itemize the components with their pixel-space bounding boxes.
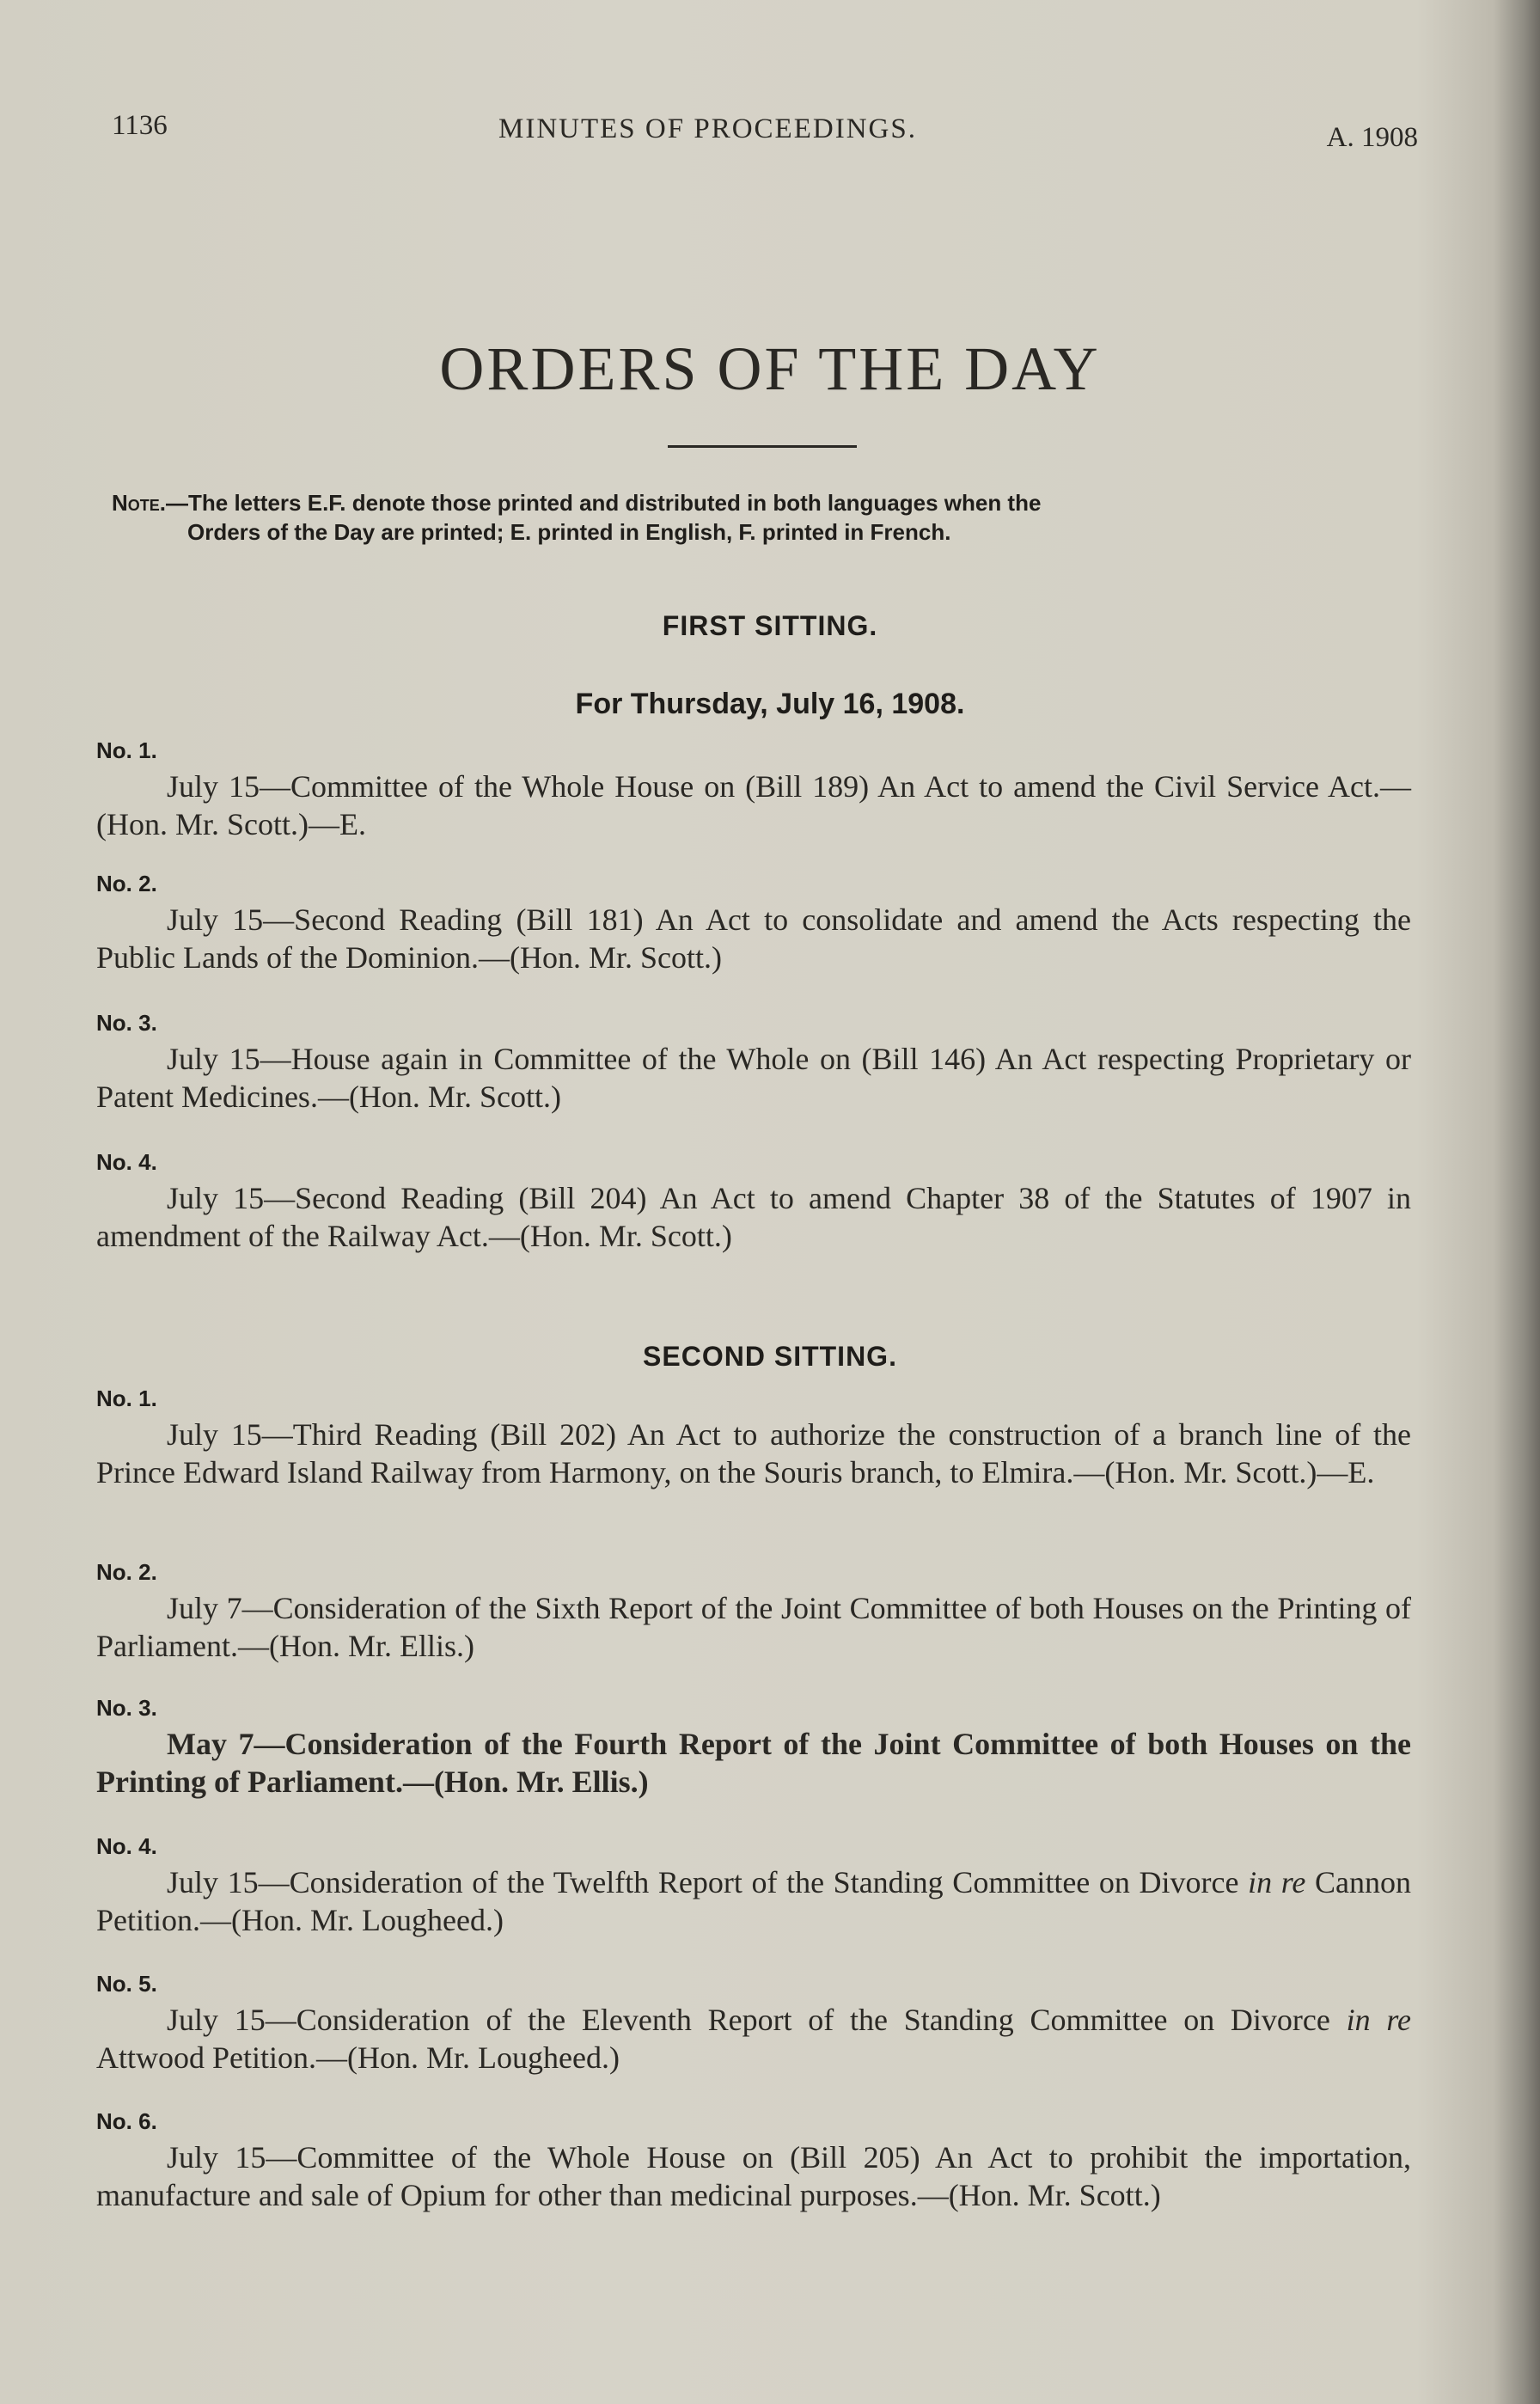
item-text: July 15—Second Reading (Bill 181) An Act to consolidate and amend the Acts respecting the Public Lands of the Dominion.—(Hon. Mr. Scott.)	[96, 902, 1411, 975]
item-text-end: Attwood Petition.—(Hon. Mr. Lougheed.)	[96, 2040, 620, 2075]
note-label: Note.	[112, 490, 167, 516]
item-number: No. 2.	[96, 871, 157, 896]
item-number: No. 5.	[96, 1971, 157, 1997]
item-number: No. 6.	[96, 2108, 157, 2134]
second-sitting-heading: SECOND SITTING.	[643, 1341, 897, 1372]
first-sitting-item-2	[96, 871, 1411, 976]
item-text-italic: in re	[1346, 2003, 1411, 2037]
note-line-2: Orders of the Day are printed; E. printed in English, F. printed in French.	[187, 519, 951, 545]
item-number: No. 4.	[96, 1833, 157, 1859]
running-head	[112, 110, 1418, 153]
note-line-1: —The letters E.F. denote those printed and distributed in both languages when the	[166, 490, 1042, 516]
title-rule	[668, 445, 857, 448]
first-sitting-item-4	[96, 1149, 1411, 1255]
page-number: 1136	[112, 110, 168, 141]
item-text-start: July 15—Consideration of the Eleventh Report of the Standing Committee on Divorce	[167, 2003, 1347, 2037]
item-text: July 7—Consideration of the Sixth Report of the Joint Committee of both Houses on the Printing of Parliament.—(Hon. Mr. Ellis.)	[96, 1591, 1411, 1663]
first-sitting-heading: FIRST SITTING.	[662, 610, 878, 641]
item-text-italic: in re	[1248, 1865, 1306, 1899]
second-sitting-item-3	[96, 1695, 1411, 1801]
first-sitting-item-3	[96, 1010, 1411, 1116]
first-sitting-item-1	[96, 737, 1411, 843]
note-paragraph	[112, 488, 1418, 547]
item-text-end: Cannon Petition.—(Hon. Mr. Lougheed.)	[96, 1865, 1412, 1937]
item-number: No. 4.	[96, 1149, 157, 1175]
page-title: ORDERS OF THE DAY	[439, 334, 1101, 403]
item-text: July 15—Committee of the Whole House on (Bill 205) An Act to prohibit the importation, manufacture and sale of Opium for other than medicinal purposes.—(Hon. Mr. Scott.)	[96, 2140, 1411, 2212]
item-text	[96, 2001, 1411, 2077]
second-sitting-item-6	[96, 2108, 1411, 2214]
item-number: No. 2.	[96, 1559, 157, 1585]
item-number: No. 3.	[96, 1010, 157, 1036]
item-text: May 7—Consideration of the Fourth Report of the Joint Committee of both Houses on the Printing of Parliament.—(Hon. Mr. Ellis.)	[96, 1727, 1411, 1799]
item-text: July 15—Committee of the Whole House on (Bill 189) An Act to amend the Civil Service Act.—(Hon. Mr. Scott.)—E.	[96, 769, 1411, 841]
second-sitting-item-1	[96, 1386, 1411, 1491]
item-text: July 15—Second Reading (Bill 204) An Act to amend Chapter 38 of the Statutes of 1907 in amendment of the Railway Act.—(Hon. Mr. Scott.)	[96, 1181, 1411, 1253]
running-title: MINUTES OF PROCEEDINGS.	[498, 113, 917, 144]
item-text: July 15—House again in Committee of the Whole on (Bill 146) An Act respecting Proprietary or Patent Medicines.—(Hon. Mr. Scott.)	[96, 1042, 1411, 1114]
item-number: No. 3.	[96, 1695, 157, 1721]
item-text: July 15—Third Reading (Bill 202) An Act to authorize the construction of a branch line of the Prince Edward Island Railway from Harmony, on the Souris branch, to Elmira.—(Hon. Mr. Scott.)—E.	[96, 1417, 1411, 1490]
item-number: No. 1.	[96, 737, 157, 763]
first-sitting-date: For Thursday, July 16, 1908.	[575, 688, 965, 720]
second-sitting-item-4	[96, 1833, 1411, 1939]
second-sitting-item-5	[96, 1971, 1411, 2077]
year-mark: A. 1908	[1326, 122, 1418, 153]
item-text-start: July 15—Consideration of the Twelfth Report of the Standing Committee on Divorce	[167, 1865, 1249, 1899]
item-text	[96, 1863, 1411, 1939]
second-sitting-item-2	[96, 1559, 1411, 1665]
item-number: No. 1.	[96, 1386, 157, 1411]
